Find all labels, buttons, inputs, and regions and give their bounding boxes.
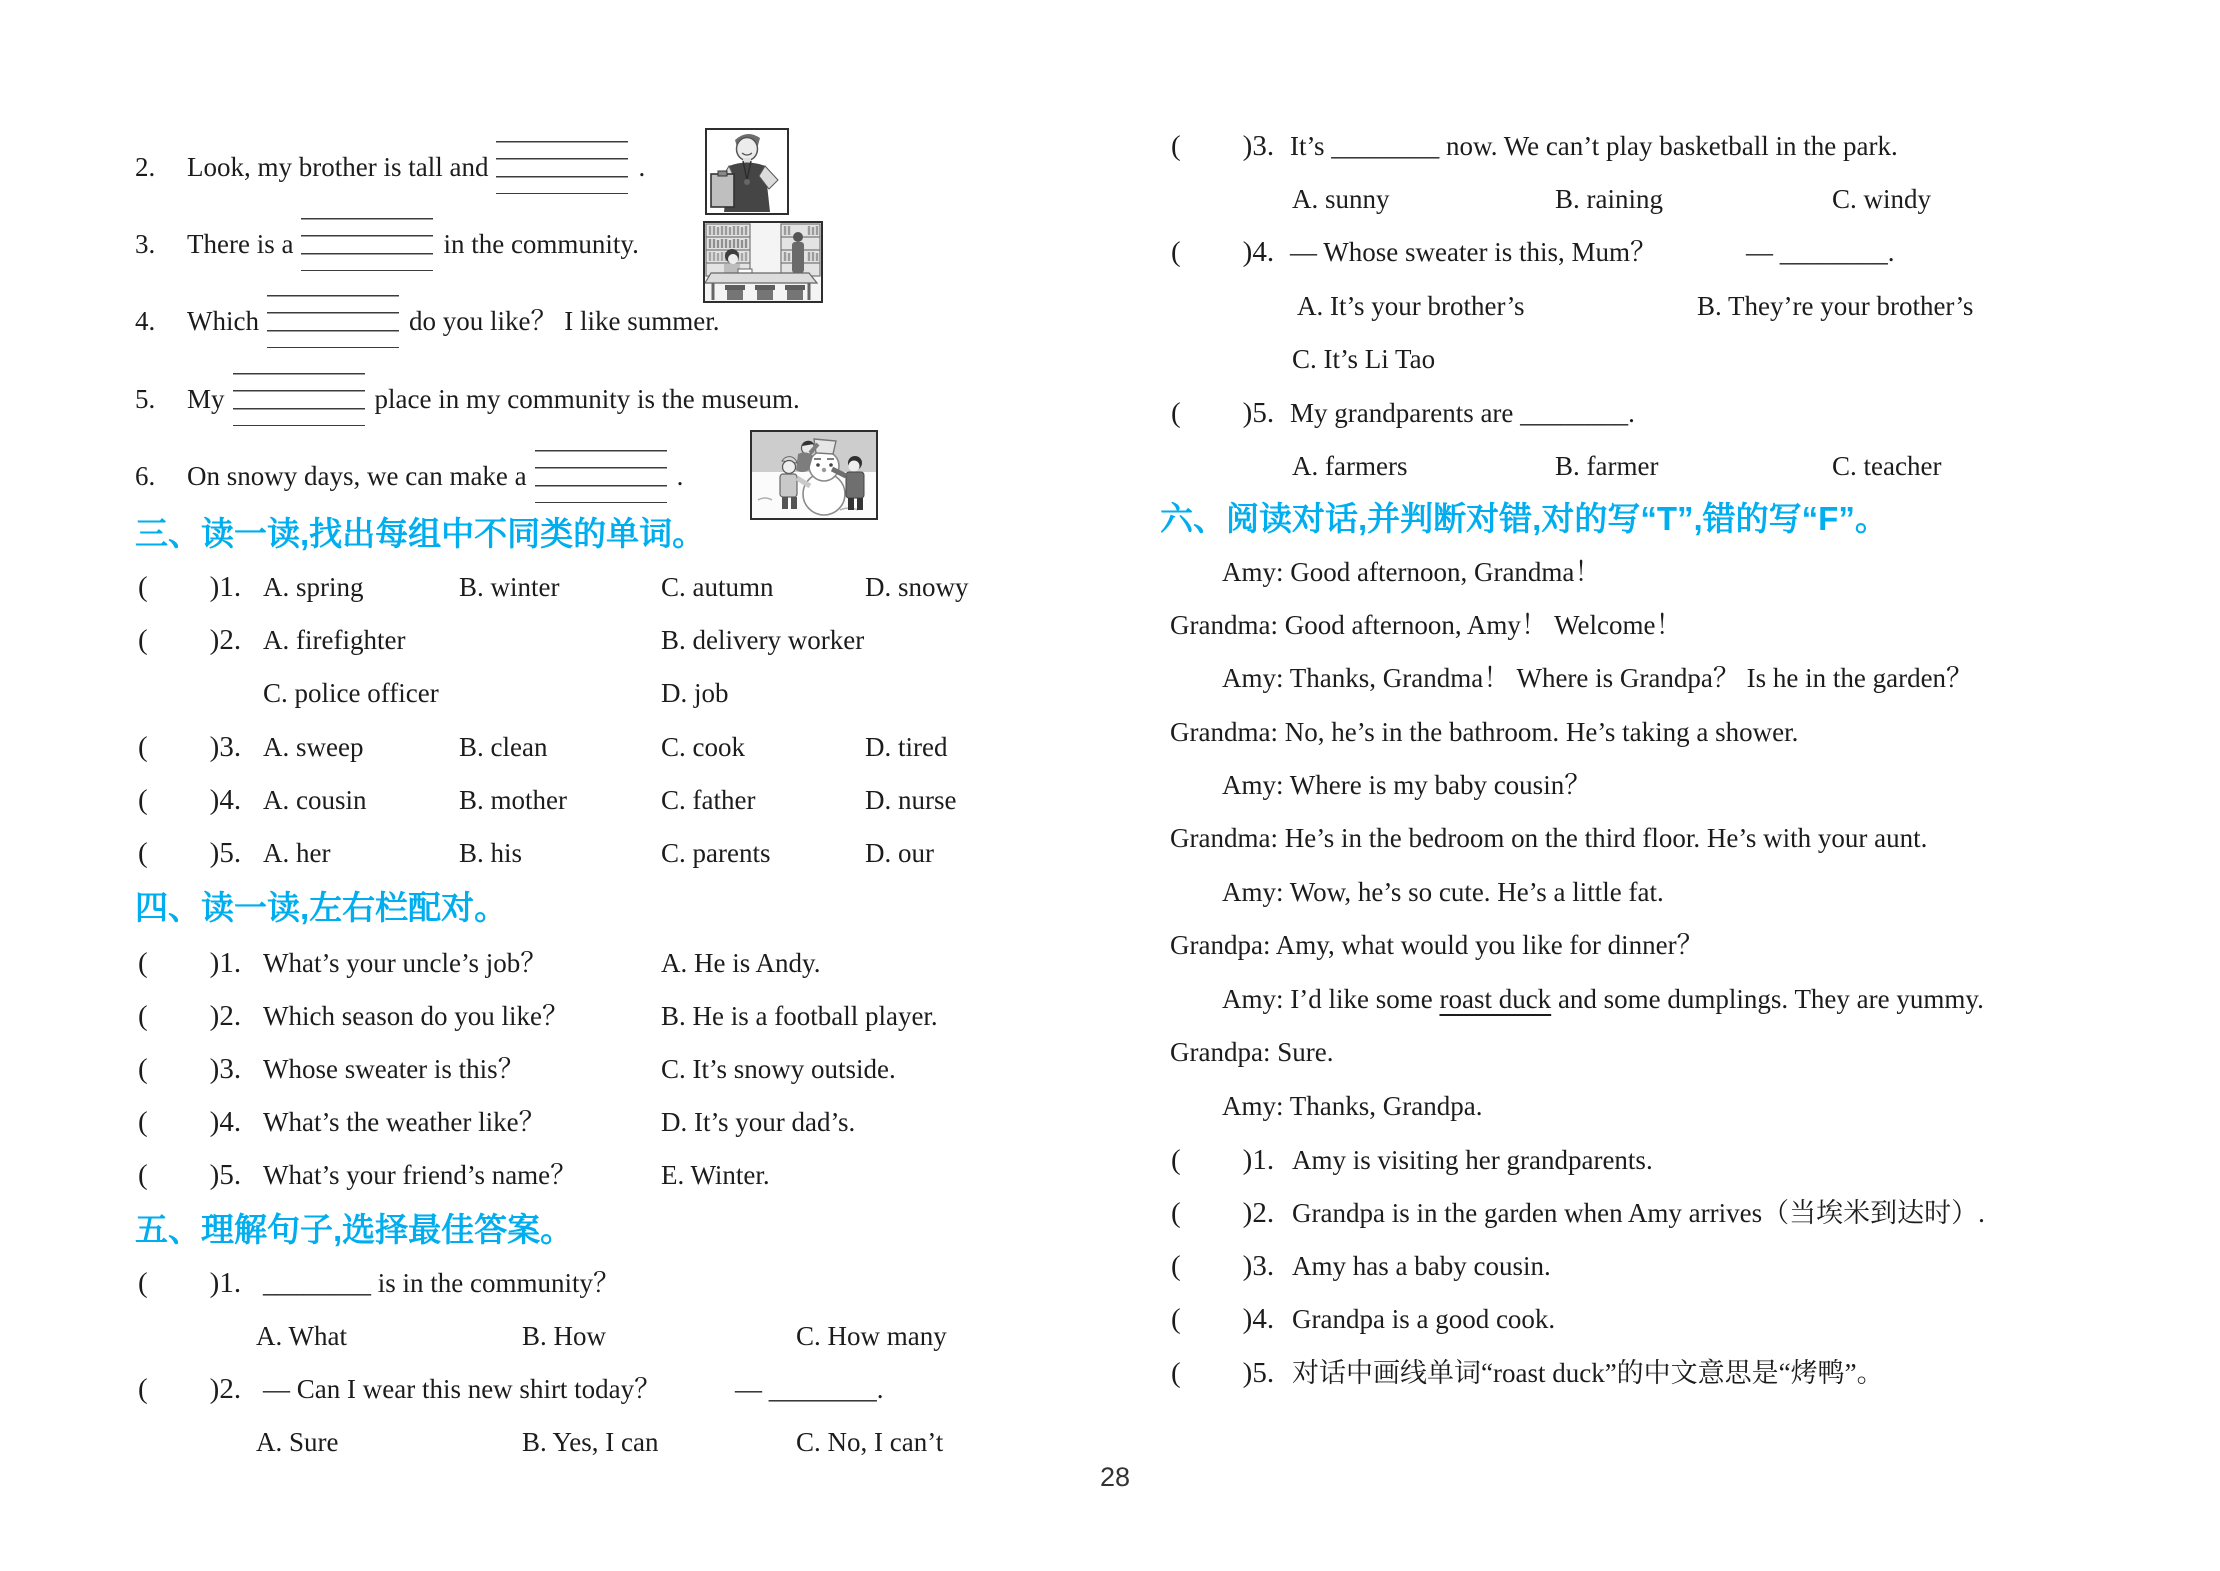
sec3-row-1 [135, 561, 1095, 614]
answer-parens: ( )4. [1171, 1303, 1275, 1335]
option-c: C. autumn [661, 572, 774, 602]
fill-item-6 [135, 450, 683, 504]
sec5-row-4-option-c [1160, 333, 2195, 386]
fill-item-5 [135, 373, 800, 427]
item-text-post: . [676, 461, 684, 491]
sec4-row-5 [135, 1149, 1095, 1202]
option-a: A. her [263, 838, 331, 868]
question-stem: — Can I wear this new shirt today？ [263, 1374, 662, 1404]
sec6-tf-3 [1160, 1240, 2195, 1293]
dialogue-line: Grandma: He’s in the bedroom on the third floor. He’s with your aunt. [1170, 823, 1928, 853]
option-c: C. father [661, 785, 756, 815]
option-a: A. farmers [1292, 451, 1408, 481]
sec4-row-3 [135, 1043, 1095, 1096]
item-text-post: in the community. [443, 229, 639, 259]
option-d: D. snowy [865, 572, 969, 602]
option-b: B. mother [459, 785, 567, 815]
question-stem: ________ is in the community？ [263, 1268, 620, 1298]
question-reply-blank: — ________. [735, 1374, 884, 1404]
item-number: 6. [135, 461, 156, 491]
item-text: Look, my brother is tall and [187, 152, 489, 182]
tf-statement: Amy is visiting her grandparents. [1292, 1145, 1653, 1175]
option-a: A. sweep [263, 732, 364, 762]
answer-parens: ( )1. [138, 571, 242, 603]
question-stem: — Whose sweater is this, Mum？ [1290, 237, 1657, 267]
section-6-heading: 六、阅读对话,并判断对错,对的写“T”,错的写“F”。 [1160, 500, 1888, 537]
sec3-row-4 [135, 774, 1095, 827]
answer-parens: ( )4. [138, 1106, 242, 1138]
option-a: A. Sure [256, 1427, 339, 1457]
answer-parens: ( )3. [138, 1053, 242, 1085]
match-question: What’s your uncle’s job？ [263, 948, 548, 978]
sec6-tf-2 [1160, 1187, 2195, 1240]
match-answer: C. It’s snowy outside. [661, 1054, 896, 1084]
sec5-row-2-options [135, 1416, 1095, 1469]
library-illustration [703, 221, 823, 303]
underlined-phrase: roast duck [1439, 984, 1552, 1014]
answer-parens: ( )2. [138, 1000, 242, 1032]
writing-lines-blank [301, 218, 433, 271]
item-text-post: do you like？ I like summer. [408, 306, 720, 336]
tf-statement: Grandpa is a good cook. [1292, 1304, 1556, 1334]
dialogue-line: Grandma: Good afternoon, Amy！ Welcome！ [1170, 610, 1683, 640]
match-question: What’s the weather like？ [263, 1107, 546, 1137]
sec3-row-3 [135, 721, 1095, 774]
dialogue-line: Amy: Wow, he’s so cute. He’s a little fat. [1222, 877, 1664, 907]
sec4-row-2 [135, 990, 1095, 1043]
section-5-heading: 五、理解句子,选择最佳答案。 [135, 1211, 574, 1248]
answer-parens: ( )2. [138, 624, 242, 656]
item-text-post: . [638, 152, 646, 182]
option-c: C. It’s Li Tao [1292, 344, 1436, 374]
answer-parens: ( )2. [1171, 1197, 1275, 1229]
answer-parens: ( )5. [138, 837, 242, 869]
question-stem: It’s ________ now. We can’t play basketball in the park. [1290, 131, 1898, 161]
writing-lines-blank [496, 141, 628, 194]
snowman-illustration [750, 430, 878, 520]
writing-lines-blank [233, 373, 365, 426]
answer-parens: ( )3. [138, 731, 242, 763]
match-question: Which season do you like？ [263, 1001, 569, 1031]
sec6-tf-4 [1160, 1293, 2195, 1346]
answer-parens: ( )5. [1171, 1357, 1275, 1389]
match-question: Whose sweater is this？ [263, 1054, 525, 1084]
left-column [135, 0, 1095, 1571]
option-b: B. They’re your brother’s [1697, 291, 1974, 321]
item-text-post: place in my community is the museum. [374, 384, 800, 414]
dialogue-line-roast-duck: Amy: I’d like some roast duck and some dumplings. They are yummy. [1222, 984, 1984, 1014]
sec3-row-5 [135, 827, 1095, 880]
match-answer: A. He is Andy. [661, 948, 821, 978]
option-b: B. Yes, I can [522, 1427, 659, 1457]
tf-statement: Grandpa is in the garden when Amy arrives（当埃米到达时）. [1292, 1198, 1985, 1228]
writing-lines-blank [535, 450, 667, 503]
option-d: D. job [661, 678, 729, 708]
answer-parens: ( )5. [1171, 397, 1275, 429]
sec5-row-3 [1160, 120, 2195, 173]
option-a: A. firefighter [263, 625, 406, 655]
item-text: Which [187, 306, 259, 336]
sec5-row-5 [1160, 387, 2195, 440]
item-number: 5. [135, 384, 156, 414]
option-b: B. his [459, 838, 523, 868]
answer-parens: ( )5. [138, 1159, 242, 1191]
option-a: A. What [256, 1321, 347, 1351]
item-number: 4. [135, 306, 156, 336]
tf-statement: Amy has a baby cousin. [1292, 1251, 1551, 1281]
answer-parens: ( )2. [138, 1373, 242, 1405]
question-stem: My grandparents are ________. [1290, 398, 1635, 428]
option-d: D. tired [865, 732, 948, 762]
sec4-row-1 [135, 937, 1095, 990]
fill-item-4 [135, 295, 719, 349]
section-4-heading: 四、读一读,左右栏配对。 [135, 889, 508, 926]
sec4-row-4 [135, 1096, 1095, 1149]
writing-lines-blank [267, 295, 399, 348]
option-c: C. cook [661, 732, 745, 762]
sec5-row-2 [135, 1363, 1095, 1416]
sec5-row-4-options [1160, 280, 2195, 333]
sec3-row-2a [135, 614, 1095, 667]
item-text: My [187, 384, 225, 414]
answer-parens: ( )1. [1171, 1144, 1275, 1176]
sec5-row-4 [1160, 226, 2195, 279]
option-a: A. It’s your brother’s [1297, 291, 1525, 321]
answer-parens: ( )3. [1171, 130, 1275, 162]
item-number: 2. [135, 152, 156, 182]
option-a: A. cousin [263, 785, 367, 815]
dialogue-line: Amy: Thanks, Grandma！ Where is Grandpa？ Is he in the garden？ [1222, 663, 1974, 693]
sec3-row-2b [135, 667, 1095, 720]
option-b: B. delivery worker [661, 625, 865, 655]
fill-item-2 [135, 141, 645, 195]
fill-item-3 [135, 218, 639, 272]
sec5-row-1 [135, 1257, 1095, 1310]
match-answer: E. Winter. [661, 1160, 770, 1190]
answer-parens: ( )3. [1171, 1250, 1275, 1282]
tf-statement: 对话中画线单词“roast duck”的中文意思是“烤鸭”。 [1292, 1358, 1884, 1388]
sec5-row-1-options [135, 1310, 1095, 1363]
dialogue-line: Amy: Good afternoon, Grandma！ [1222, 557, 1602, 587]
sec5-row-5-options [1160, 440, 2195, 493]
option-d: D. our [865, 838, 934, 868]
option-a: A. spring [263, 572, 364, 602]
option-b: B. How [522, 1321, 607, 1351]
dialogue-line: Amy: Where is my baby cousin？ [1222, 770, 1592, 800]
item-number: 3. [135, 229, 156, 259]
option-d: D. nurse [865, 785, 957, 815]
option-b: B. farmer [1555, 451, 1659, 481]
sec5-row-3-options [1160, 173, 2195, 226]
option-c: C. parents [661, 838, 771, 868]
answer-parens: ( )1. [138, 1267, 242, 1299]
answer-parens: ( )4. [138, 784, 242, 816]
option-c: C. How many [796, 1321, 947, 1351]
option-b: B. winter [459, 572, 560, 602]
option-c: C. No, I can’t [796, 1427, 944, 1457]
match-answer: B. He is a football player. [661, 1001, 938, 1031]
page-number: 28 [1099, 1462, 1131, 1492]
section-3-heading: 三、读一读,找出每组中不同类的单词。 [135, 515, 706, 552]
right-column [1160, 0, 2195, 1571]
option-b: B. raining [1555, 184, 1663, 214]
answer-parens: ( )1. [138, 947, 242, 979]
option-b: B. clean [459, 732, 548, 762]
option-c: C. teacher [1832, 451, 1942, 481]
dialogue-line: Grandpa: Amy, what would you like for dinner？ [1170, 930, 1704, 960]
option-a: A. sunny [1292, 184, 1390, 214]
answer-parens: ( )4. [1171, 236, 1275, 268]
item-text: There is a [187, 229, 294, 259]
sec6-tf-5 [1160, 1347, 2195, 1400]
match-question: What’s your friend’s name？ [263, 1160, 578, 1190]
option-c: C. windy [1832, 184, 1932, 214]
item-text: On snowy days, we can make a [187, 461, 527, 491]
coach-man-illustration [705, 128, 789, 215]
match-answer: D. It’s your dad’s. [661, 1107, 856, 1137]
dialogue-line: Amy: Thanks, Grandpa. [1222, 1091, 1483, 1121]
option-c: C. police officer [263, 678, 439, 708]
sec6-tf-1 [1160, 1134, 2195, 1187]
dialogue-line: Grandma: No, he’s in the bathroom. He’s taking a shower. [1170, 717, 1799, 747]
question-reply-blank: — ________. [1746, 237, 1895, 267]
dialogue-line: Grandpa: Sure. [1170, 1037, 1334, 1067]
